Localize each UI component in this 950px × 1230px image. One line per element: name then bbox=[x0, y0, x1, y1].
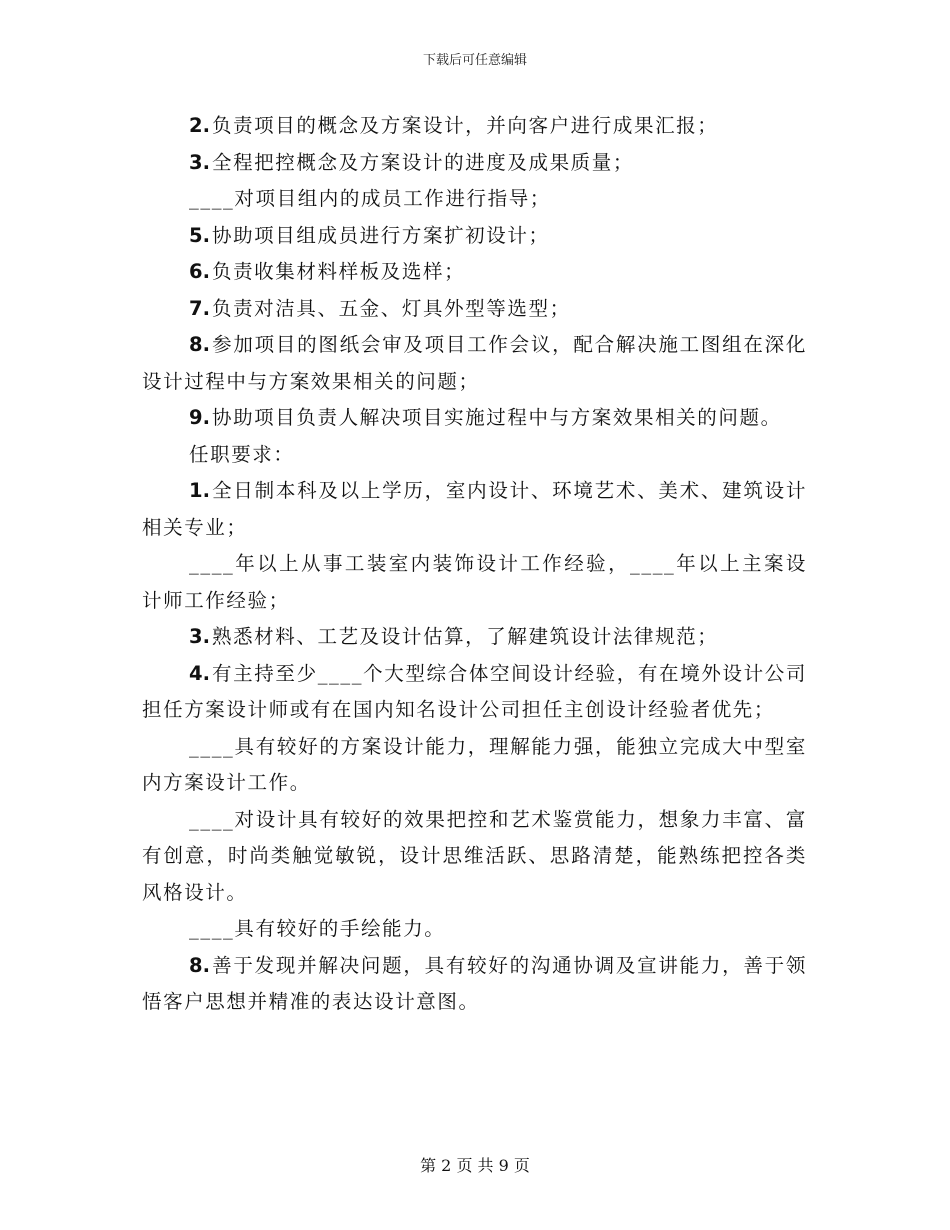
page-header-note: 下载后可任意编辑 bbox=[422, 53, 527, 68]
item-number: 2. bbox=[189, 114, 210, 137]
item-text: 协助项目组成员进行方案扩初设计； bbox=[211, 223, 550, 247]
item-number: 8. bbox=[189, 333, 210, 356]
item-number: 7. bbox=[189, 296, 210, 320]
item-number: 3. bbox=[189, 150, 210, 174]
requirement-item-6 bbox=[142, 802, 807, 912]
item-text: ____对项目组内的成员工作进行指导； bbox=[189, 187, 551, 210]
item-text: 负责收集材料样板及选样； bbox=[211, 260, 466, 283]
requirement-item-1 bbox=[142, 473, 807, 546]
item-number: 3. bbox=[189, 625, 210, 648]
item-text: ____具有较好的手绘能力。 bbox=[189, 917, 446, 940]
item-text: 协助项目负责人解决项目实施过程中与方案效果相关的问题。 bbox=[211, 406, 782, 429]
item-text: ____对设计具有较好的效果把控和艺术鉴赏能力，想象力丰富、富有创意，时尚类触觉敏锐，设计思维活跃、思路清楚，能熟练把控各类风格设计。 bbox=[142, 807, 807, 904]
item-text: 负责对洁具、五金、灯具外型等选型； bbox=[211, 296, 571, 320]
requirement-item-2 bbox=[142, 546, 807, 619]
item-number: 4. bbox=[189, 661, 210, 685]
item-text: 熟悉材料、工艺及设计估算，了解建筑设计法律规范； bbox=[211, 625, 719, 648]
duty-item-7 bbox=[142, 291, 807, 328]
item-text: 有主持至少____个大型综合体空间设计经验，有在境外设计公司担任方案设计师或有在国内知名设计公司担任主创设计经验者优先； bbox=[142, 661, 807, 721]
requirement-item-8 bbox=[142, 948, 807, 1021]
item-text: ____年以上从事工装室内装饰设计工作经验，____年以上主案设计师工作经验； bbox=[142, 552, 807, 612]
duty-item-5 bbox=[142, 218, 807, 255]
duty-item-4 bbox=[142, 181, 807, 218]
duty-item-3 bbox=[142, 145, 807, 182]
item-text: 全日制本科及以上学历，室内设计、环境艺术、美术、建筑设计相关专业； bbox=[142, 479, 807, 539]
duty-item-9 bbox=[142, 400, 807, 437]
requirement-item-7 bbox=[142, 911, 807, 948]
section-heading: 任职要求： bbox=[189, 442, 295, 466]
item-text: 全程把控概念及方案设计的进度及成果质量； bbox=[211, 150, 634, 174]
duty-item-8 bbox=[142, 327, 807, 400]
item-text: 善于发现并解决问题，具有较好的沟通协调及宣讲能力，善于领悟客户思想并精准的表达设计意图。 bbox=[142, 953, 807, 1013]
duty-item-6 bbox=[142, 254, 807, 291]
item-text: 参加项目的图纸会审及项目工作会议，配合解决施工图组在深化设计过程中与方案效果相关的问题； bbox=[142, 333, 807, 393]
item-number: 9. bbox=[189, 406, 210, 429]
document-body bbox=[142, 108, 807, 1021]
item-number: 1. bbox=[189, 479, 210, 502]
duty-item-2 bbox=[142, 108, 807, 145]
item-text: 负责项目的概念及方案设计，并向客户进行成果汇报； bbox=[211, 114, 719, 137]
item-number: 8. bbox=[189, 953, 210, 977]
requirement-item-3 bbox=[142, 619, 807, 656]
requirements-heading bbox=[142, 437, 807, 474]
item-number: 5. bbox=[189, 223, 210, 247]
item-number: 6. bbox=[189, 260, 210, 283]
page-number: 第 2 页 共 9 页 bbox=[420, 1156, 530, 1175]
requirement-item-5 bbox=[142, 729, 807, 802]
item-text: ____具有较好的方案设计能力，理解能力强，能独立完成大中型室内方案设计工作。 bbox=[142, 734, 807, 794]
requirement-item-4 bbox=[142, 656, 807, 729]
